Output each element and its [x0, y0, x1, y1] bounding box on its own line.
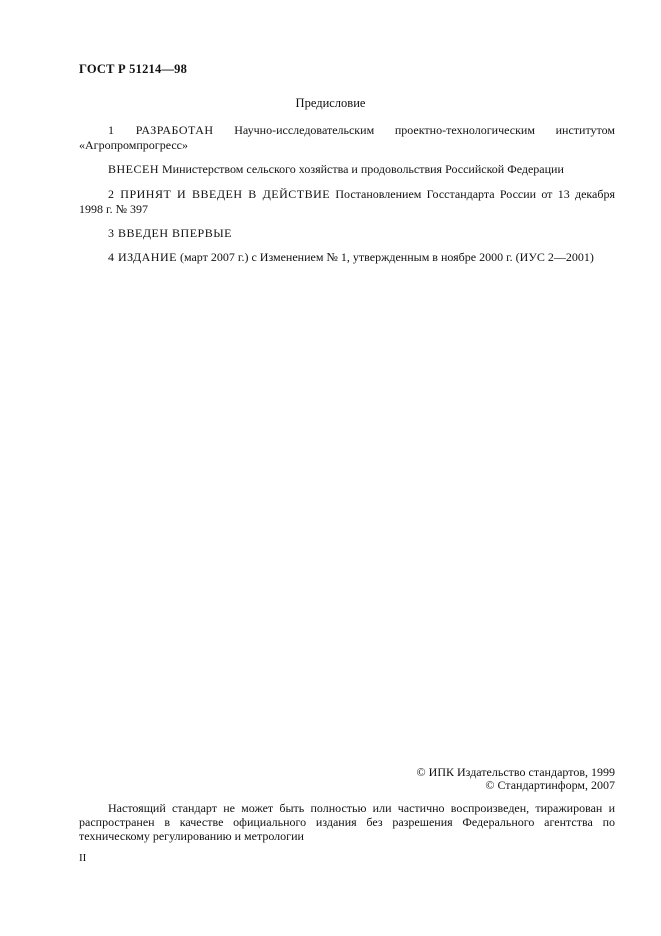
item-label: 3 ВВЕДЕН ВПЕРВЫЕ — [108, 226, 232, 240]
copyright-publisher-1999: © ИПК Издательство стандартов, 1999 — [416, 765, 615, 779]
preface-item-developed — [79, 123, 615, 153]
preface-item-edition — [79, 250, 615, 265]
item-text: Постановлением Госстандарта России от 13 декабря 1998 г. № 397 — [79, 187, 616, 216]
preface-item-adopted — [79, 187, 615, 217]
item-label: 1 РАЗРАБОТАН — [108, 123, 214, 137]
preface-item-introduced — [79, 162, 615, 177]
standard-code-header: ГОСТ Р 51214—98 — [79, 62, 188, 76]
item-text: Научно-исследовательским проектно-технологическим институтом «Агропромпрогресс» — [79, 123, 615, 152]
item-label: ВНЕСЕН — [108, 162, 159, 176]
item-text: (март 2007 г.) с Изменением № 1, утвержденным в ноябре 2000 г. (ИУС 2—2001) — [176, 250, 594, 264]
preface-item-first-introduced — [79, 226, 615, 241]
copyright-standartinform-2007: © Стандартинформ, 2007 — [485, 778, 615, 792]
item-label: 4 ИЗДАНИЕ — [108, 250, 177, 264]
item-label: 2 ПРИНЯТ И ВВЕДЕН В ДЕЙСТВИЕ — [108, 187, 331, 201]
preface-title: Предисловие — [295, 96, 366, 110]
reproduction-notice: Настоящий стандарт не может быть полностью или частично воспроизведен, тиражирован и распространен в качестве официального издания без разрешения Федерального агентства по техническому регулированию и метрологии — [79, 801, 615, 843]
page-number: II — [79, 852, 87, 864]
item-text: Министерством сельского хозяйства и продовольствия Российской Федерации — [159, 162, 564, 176]
